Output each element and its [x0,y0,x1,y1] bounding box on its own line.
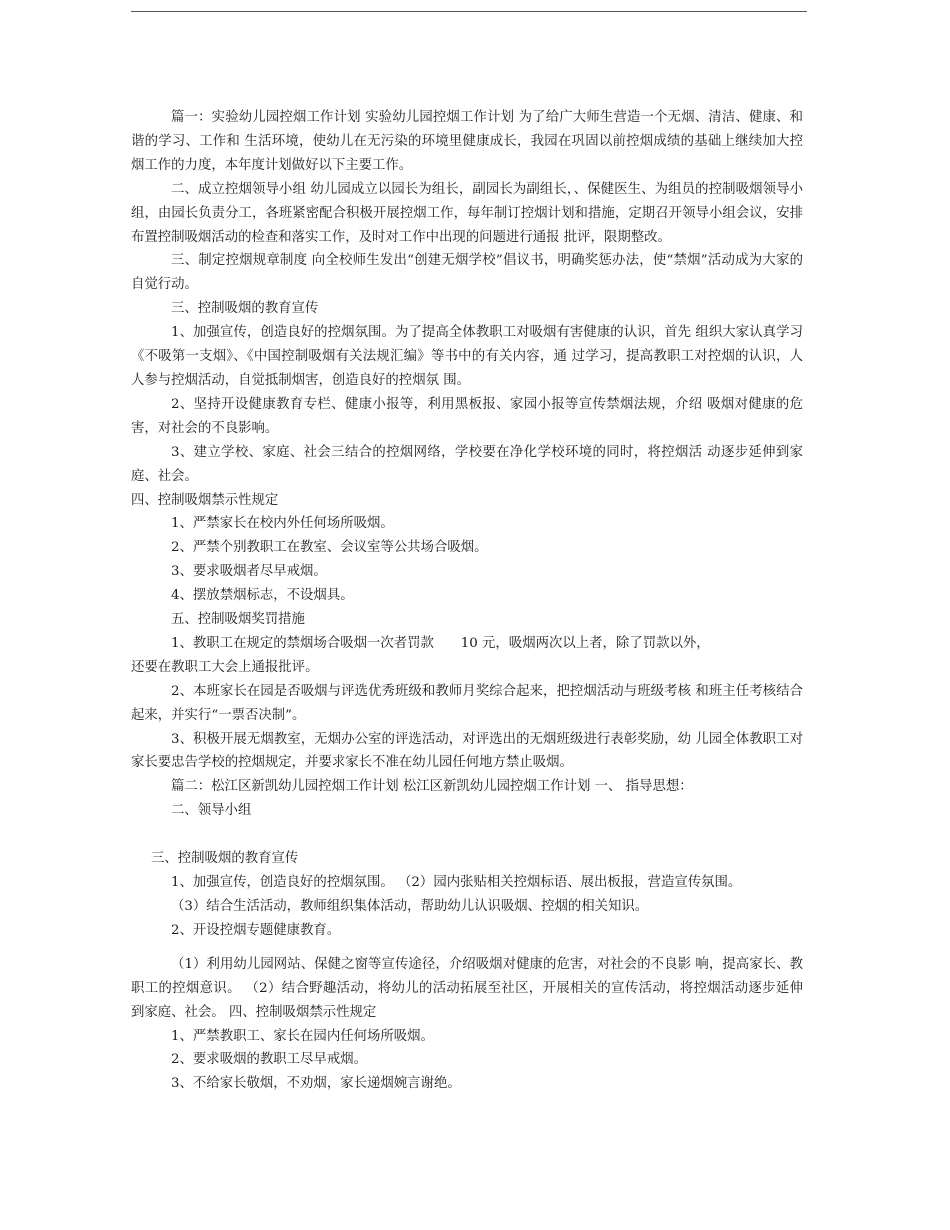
paragraph-education-2: 2、坚持开设健康教育专栏、健康小报等，利用黑板报、家园小报等宣传禁烟法规，介绍 吸烟对健康的危害，对社会的不良影响。 [131,396,803,436]
paragraph-education-3: 3、建立学校、家庭、社会三结合的控烟网络，学校要在净化学校环境的同时，将控烟活 动逐步延伸到家庭、社会。 [131,444,803,484]
paragraph-section-3: 三、制定控烟规章制度 向全校师生发出“创建无烟学校”倡议书，明确奖惩办法，使“禁烟”活动成为大家的 自觉行动。 [131,253,803,293]
rules2-item-1: 1、严禁教职工、家长在园内任何场所吸烟。 [171,1028,434,1044]
education2-item-2: 2、开设控烟专题健康教育。 [171,922,341,938]
paragraph-section-2: 二、成立控烟领导小组 幼儿园成立以园长为组长，副园长为副组长，、保健医生、为组员的控制吸烟领导小 组，由园长负责分工，各班紧密配合积极开展控烟工作，每年制订控烟计划和措施，定期召开领导小组会议，安排布置控制吸烟活动的检查和落实工作，及时对工作中出现的问题进行通报 批评，限期整改。 [131,181,803,245]
penalty-item-1: 1、教职工在规定的禁烟场合吸烟一次者罚款 10 元，吸烟两次以上者，除了罚款以外， [171,635,710,651]
rule-item-2: 2、严禁个别教职工在教室、会议室等公共场合吸烟。 [171,540,488,556]
spacer [131,823,803,847]
section-heading-leadership: 二、领导小组 [171,803,252,819]
penalty-item-1-continued: 还要在教职工大会上通报批评。 [131,659,319,675]
education2-item-1-sub: （3）结合生活活动，教师组织集体活动，帮助幼儿认识吸烟、控烟的相关知识。 [171,899,649,914]
rule-item-1: 1、严禁家长在校内外任何场所吸烟。 [171,516,394,532]
education2-item-1: 1、加强宣传，创造良好的控烟氛围。 （2）园内张贴相关控烟标语、展出板报，营造宣传氛围。 [171,875,742,891]
header-rule [131,11,807,12]
education2-item-2-detail: （1）利用幼儿园网站、保健之窗等宣传途径，介绍吸烟对健康的危害，对社会的不良影 响，提高家长、教职工的控烟意识。 （2）结合野趣活动，将幼儿的活动拓展至社区，开展相关的宣传活动，将控烟活动逐步延伸 到家庭、社会。 四、控制吸烟禁示性规定 [131,956,803,1020]
section-heading-education-2: 三、控制吸烟的教育宣传 [151,851,299,867]
section-heading-penalties: 五、控制吸烟奖罚措施 [171,612,305,628]
rules2-item-3: 3、不给家长敬烟，不劝烟，家长递烟婉言谢绝。 [171,1076,461,1092]
rule-item-3: 3、要求吸烟者尽早戒烟。 [171,564,327,580]
section-heading-education: 三、控制吸烟的教育宣传 [171,301,319,317]
paragraph-part-two-title: 篇二：松江区新凯幼儿园控烟工作计划 松江区新凯幼儿园控烟工作计划 一、 指导思想： [171,779,693,795]
document-body [131,106,803,1096]
spacer [131,943,803,953]
rule-item-4: 4、摆放禁烟标志，不设烟具。 [171,588,354,604]
rules2-item-2: 2、要求吸烟的教职工尽早戒烟。 [171,1052,367,1068]
penalty-item-2: 2、本班家长在园是否吸烟与评选优秀班级和教师月奖综合起来，把控烟活动与班级考核 和班主任考核结合起来，并实行“一票否决制”。 [131,683,803,723]
paragraph-education-1: 1、加强宣传，创造良好的控烟氛围。为了提高全体教职工对吸烟有害健康的认识，首先 组织大家认真学习《不吸第一支烟》、《中国控制吸烟有关法规汇编》等书中的有关内容，通 过学习，提高教职工对控烟的认识，人人参与控烟活动，自觉抵制烟害，创造良好的控烟氛 围。 [131,325,803,388]
section-heading-rules: 四、控制吸烟禁示性规定 [131,492,279,508]
penalty-item-3: 3、积极开展无烟教室，无烟办公室的评选活动，对评选出的无烟班级进行表彰奖励，幼 儿园全体教职工对家长要忠告学校的控烟规定，并要求家长不准在幼儿园任何地方禁止吸烟。 [131,731,803,771]
paragraph-intro: 篇一：实验幼儿园控烟工作计划 实验幼儿园控烟工作计划 为了给广大师生营造一个无烟、清洁、健康、和谐的学习、工作和 生活环境，使幼儿在无污染的环境里健康成长，我园在巩固以前控烟成绩的基础上继续加大控 烟工作的力度，本年度计划做好以下主要工作。 [131,110,803,173]
